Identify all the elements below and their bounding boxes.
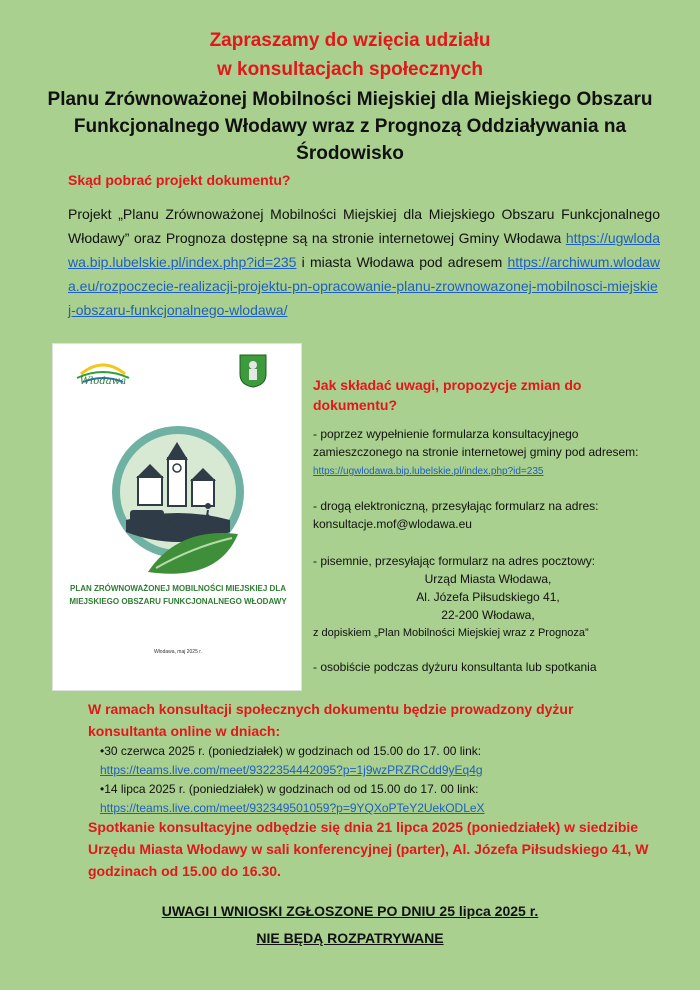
method-form-text: - poprzez wypełnienie formularza konsultacyjnego zamieszczonego na stronie internetowej gminy pod adresem: xyxy=(313,427,639,459)
email-address[interactable]: konsultacje.mof@wlodawa.eu xyxy=(313,517,472,531)
form-link[interactable]: https://ugwlodawa.bip.lubelskie.pl/index.php?id=235 xyxy=(313,466,544,477)
invitation-line-2: w konsultacjach społecznych xyxy=(216,59,484,80)
mobility-illustration xyxy=(108,422,248,597)
address-line-2: Al. Józefa Piłsudskiego 41, xyxy=(416,590,560,604)
deadline-warning-text-2: NIE BĘDĄ ROZPATRYWANE xyxy=(256,930,444,946)
postal-address xyxy=(313,570,663,624)
wlodawa-logo xyxy=(73,354,133,388)
download-text-1: Projekt „Planu Zrównoważonej Mobilności Miejskiej dla Miejskiego Obszaru Funkcjonalnego Włodawy” oraz Prognoza dostępne są na stronie internetowej Gminy Włodawa xyxy=(68,206,660,246)
meeting-info: Spotkanie konsultacyjne odbędzie się dnia 21 lipca 2025 (poniedziałek) w siedzibie Urzędu Miasta Włodawy w sali konferencyjnej (parter), Al. Józefa Piłsudskiego 41, W godzinach od 15.00 do 16.30. xyxy=(88,819,649,879)
method-email xyxy=(313,497,663,533)
address-line-1: Urząd Miasta Włodawa, xyxy=(424,572,552,586)
postal-note: z dopiskiem „Plan Mobilności Miejskiej wraz z Prognoza” xyxy=(313,627,589,639)
method-in-person: - osobiście podczas dyżuru konsultanta lub spotkania xyxy=(313,660,597,674)
download-text-2: i miasta Włodawa pod adresem xyxy=(301,254,503,270)
ugwlodawa-bip-link[interactable]: https://ugwlodawa.bip.lubelskie.pl/index.php?id=235 xyxy=(68,230,660,270)
method-email-text: - drogą elektroniczną, przesyłając formularz na adres: xyxy=(313,499,599,513)
archiwum-wlodawa-link[interactable]: https://archiwum.wlodawa.eu/rozpoczecie-realizacji-projektu-pn-opracowanie-planu-zrownowazonej-mobilnosci-miejskiej-obszaru-funkcjonalnego-wlodawa/ xyxy=(68,254,661,318)
deadline-warning-1 xyxy=(0,903,700,919)
method-post-text: - pisemnie, przesyłając formularz na adres pocztowy: xyxy=(313,554,596,568)
invitation-line-1: Zapraszamy do wzięcia udziału xyxy=(209,30,491,51)
coat-of-arms-icon xyxy=(239,354,267,388)
duty-date-2: •14 lipca 2025 r. (poniedziałek) w godzinach od od 15.00 do 17. 00 link: https://teams.live.com/meet/932349501059?p=9YQXoPTeY2UekODLeX xyxy=(100,782,485,815)
download-paragraph xyxy=(68,202,660,322)
poster-title: PLAN ZRÓWNOWAŻONEJ MOBILNOŚCI MIEJSKIEJ DLA MIEJSKIEGO OBSZARU FUNKCJONALNEGO WŁODAWY xyxy=(69,584,287,606)
teams-link-1[interactable]: https://teams.live.com/meet/9322354442095?p=1j9wzPRZRCdd9yEq4g xyxy=(100,763,483,777)
logo-text: Włodawa xyxy=(79,376,127,387)
plan-title: Planu Zrównoważonej Mobilności Miejskiej dla Miejskiego Obszaru Funkcjonalnego Włodawy wraz z Prognozą Oddziaływania na Środowisko xyxy=(47,89,653,164)
teams-link-2[interactable]: https://teams.live.com/meet/932349501059?p=9YQXoPTeY2UekODLeX xyxy=(100,801,485,815)
duty-date-2-text: 14 lipca 2025 r. (poniedziałek) w godzinach od od 15.00 do 17. 00 link: xyxy=(104,782,479,796)
download-heading: Skąd pobrać projekt dokumentu? xyxy=(68,172,291,188)
duty-date-1-text: 30 czerwca 2025 r. (poniedziałek) w godzinach od 15.00 do 17. 00 link: xyxy=(104,744,482,758)
document-cover-image xyxy=(52,343,302,691)
deadline-warning-2 xyxy=(0,930,700,946)
duty-date-1: •30 czerwca 2025 r. (poniedziałek) w godzinach od 15.00 do 17. 00 link: https://teams.live.com/meet/9322354442095?p=1j9wzPRZRCdd9yEq4g xyxy=(100,744,483,777)
deadline-warning-text-1: UWAGI I WNIOSKI ZGŁOSZONE PO DNIU 25 lipca 2025 r. xyxy=(161,903,539,919)
address-line-3: 22-200 Włodawa, xyxy=(441,608,535,622)
duty-heading: W ramach konsultacji społecznych dokumentu będzie prowadzony dyżur konsultanta online w dniach: xyxy=(88,701,574,739)
poster-date: Włodawa, maj 2025 r. xyxy=(153,649,203,655)
method-form xyxy=(313,425,663,481)
comments-heading: Jak składać uwagi, propozycje zmian do dokumentu? xyxy=(313,377,582,413)
